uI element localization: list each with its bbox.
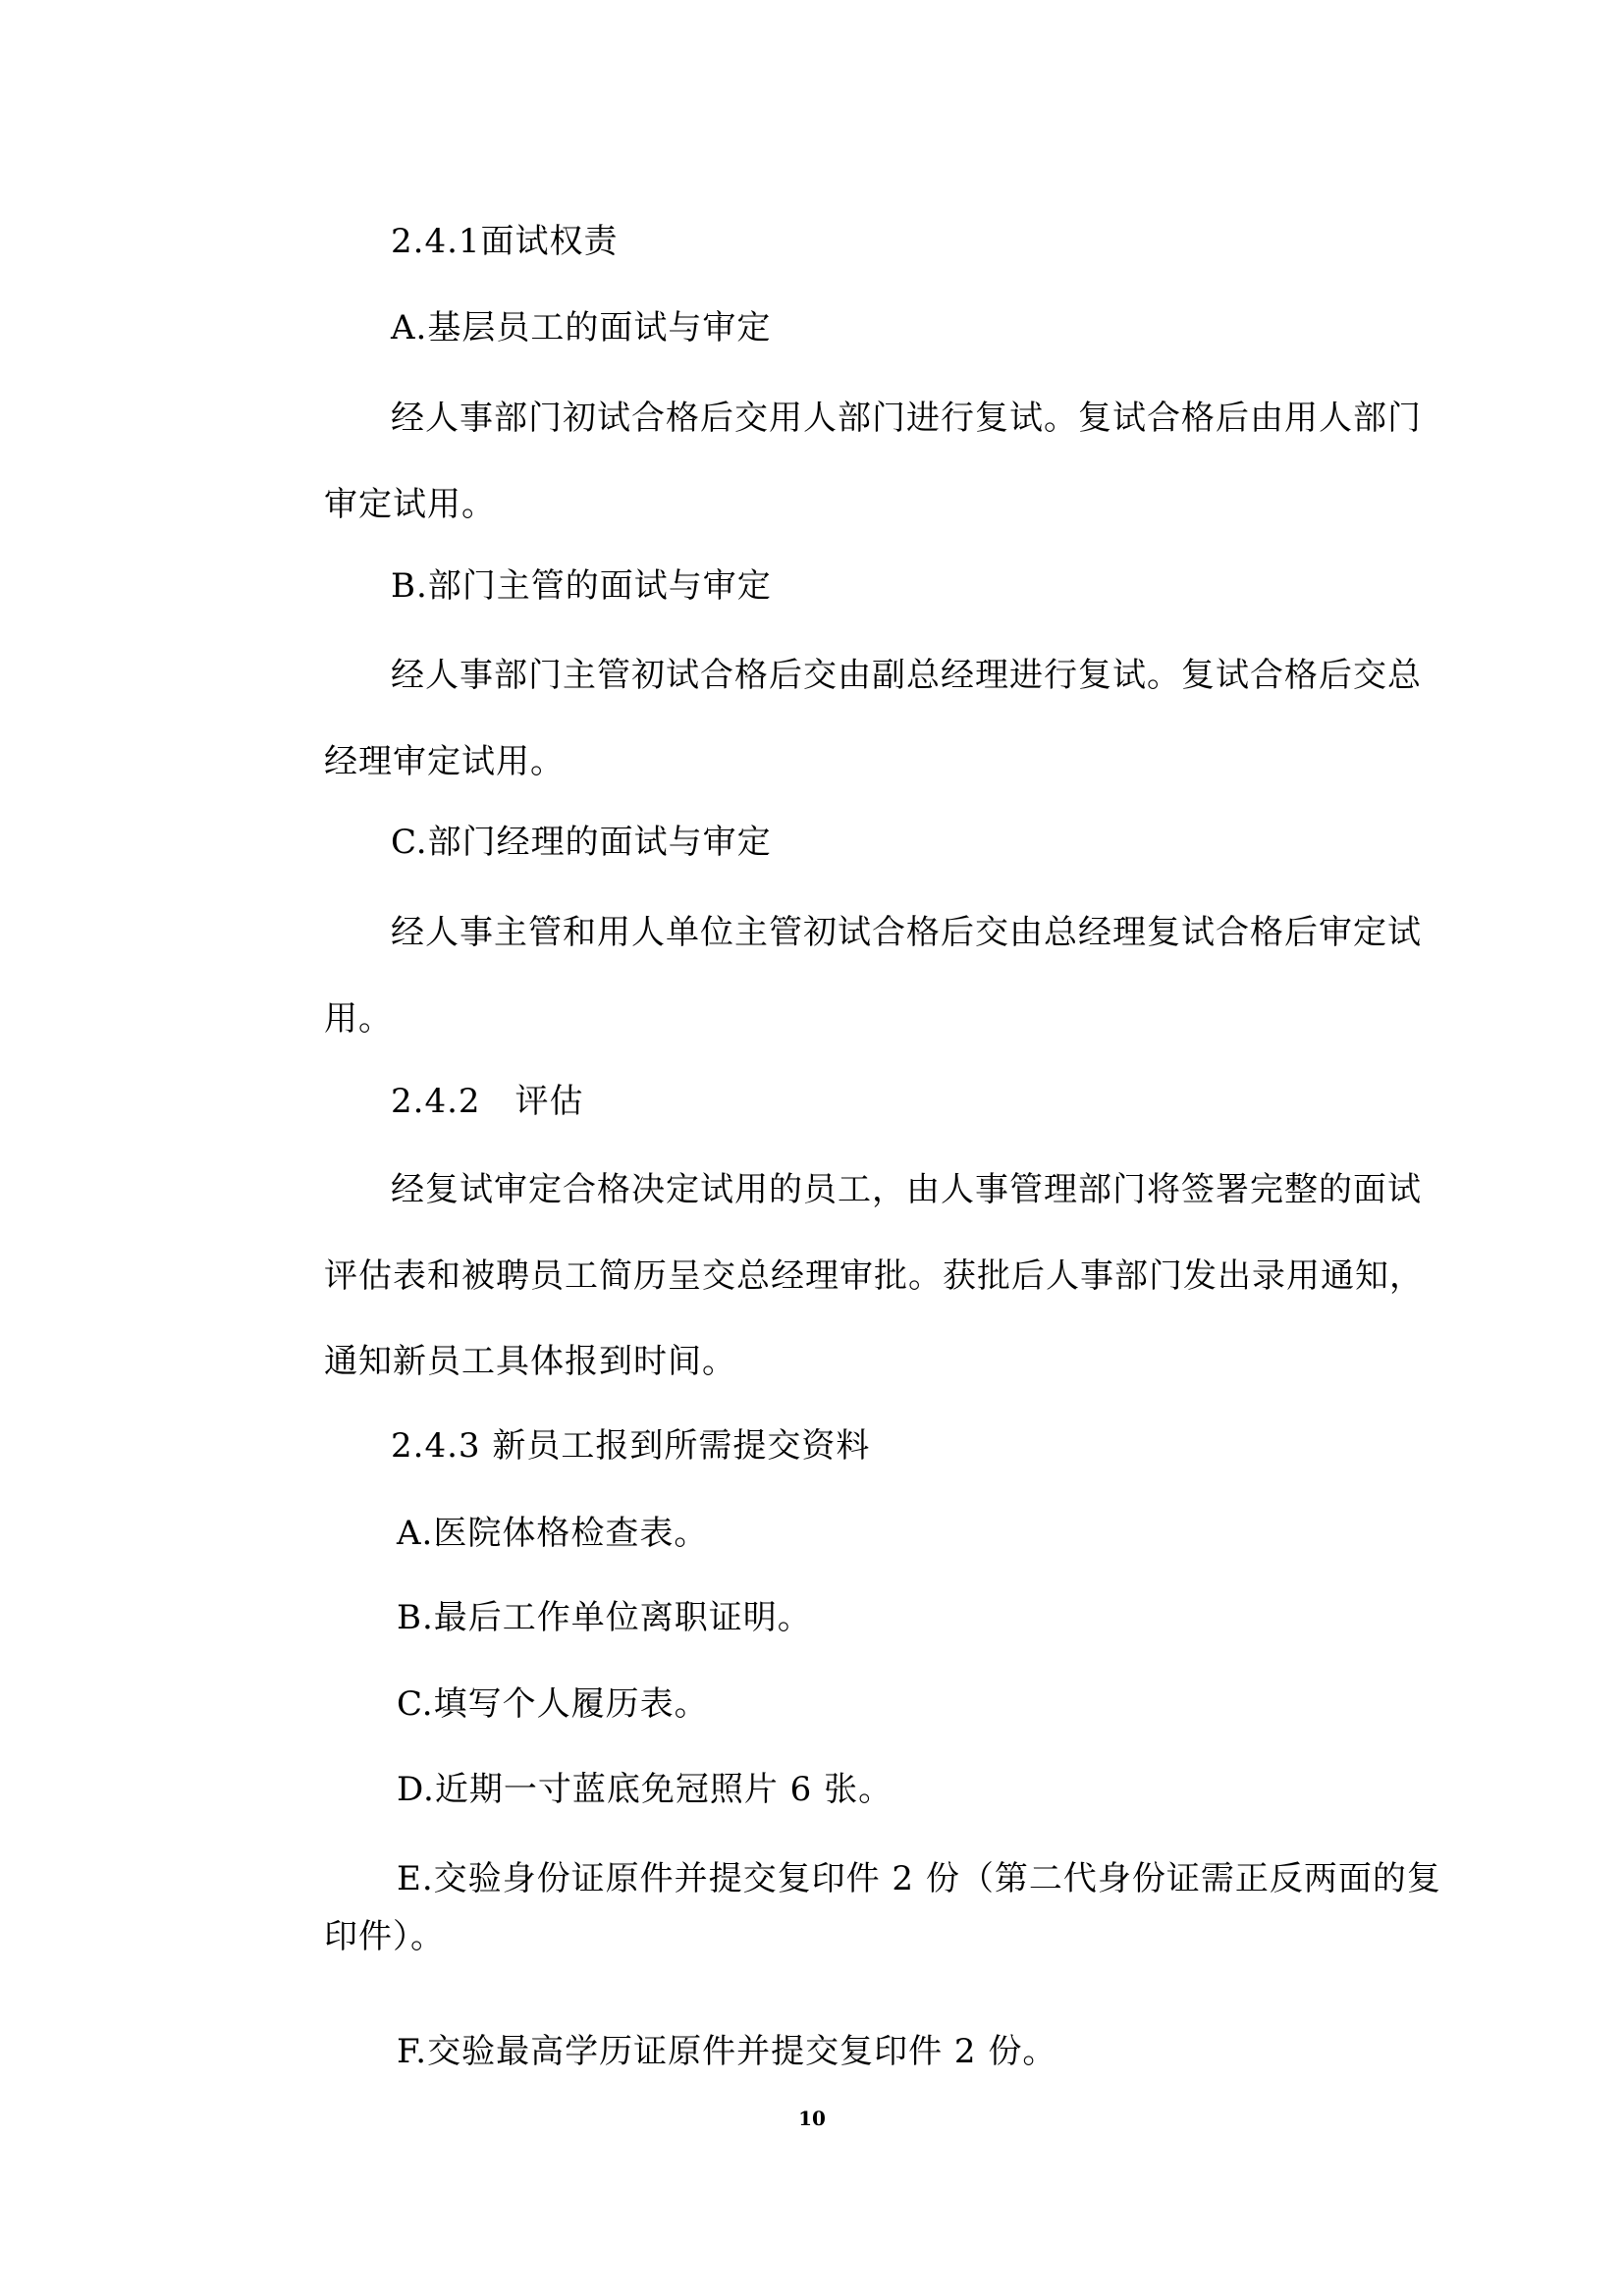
paragraph-line: 用。 bbox=[324, 999, 393, 1039]
subheading-b: B.部门主管的面试与审定 bbox=[391, 566, 772, 606]
paragraph-line: 经人事主管和用人单位主管初试合格后交由总经理复试合格后审定试 bbox=[391, 913, 1422, 952]
list-item-d: D.近期一寸蓝底免冠照片 6 张。 bbox=[397, 1770, 893, 1809]
subheading-a: A.基层员工的面试与审定 bbox=[391, 308, 772, 347]
list-item-a: A.医院体格检查表。 bbox=[397, 1514, 709, 1553]
list-item-c: C.填写个人履历表。 bbox=[397, 1684, 709, 1724]
paragraph-line: 评估表和被聘员工简历呈交总经理审批。获批后人事部门发出录用通知， bbox=[324, 1256, 1424, 1296]
list-item-e-continued: 印件）。 bbox=[324, 1917, 445, 1956]
heading-2-4-2: 2.4.2 评估 bbox=[391, 1082, 584, 1121]
paragraph-line: 经人事部门主管初试合格后交由副总经理进行复试。复试合格后交总 bbox=[391, 656, 1422, 695]
heading-2-4-1: 2.4.1面试权责 bbox=[391, 222, 619, 261]
list-item-e: E.交验身份证原件并提交复印件 2 份（第二代身份证需正反两面的复 bbox=[397, 1859, 1441, 1898]
paragraph-line: 经人事部门初试合格后交用人部门进行复试。复试合格后由用人部门 bbox=[391, 399, 1422, 438]
paragraph-line: 经理审定试用。 bbox=[324, 742, 565, 781]
paragraph-line: 通知新员工具体报到时间。 bbox=[324, 1342, 736, 1381]
list-item-b: B.最后工作单位离职证明。 bbox=[397, 1598, 812, 1637]
list-item-f: F.交验最高学历证原件并提交复印件 2 份。 bbox=[397, 2032, 1057, 2071]
subheading-c: C.部门经理的面试与审定 bbox=[391, 823, 772, 862]
paragraph-line: 经复试审定合格决定试用的员工，由人事管理部门将签署完整的面试 bbox=[391, 1170, 1422, 1209]
page-number: 10 bbox=[798, 2107, 826, 2130]
heading-2-4-3: 2.4.3 新员工报到所需提交资料 bbox=[391, 1426, 871, 1466]
paragraph-line: 审定试用。 bbox=[324, 485, 496, 524]
